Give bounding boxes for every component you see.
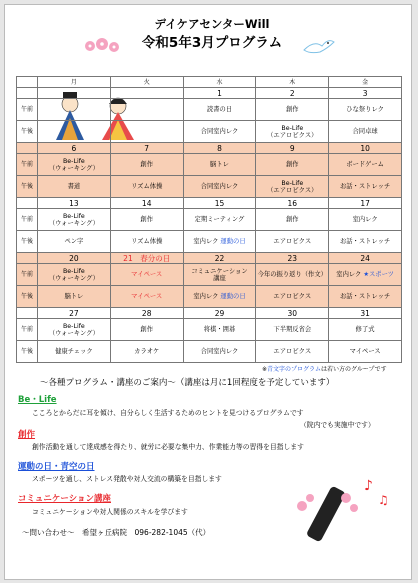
pm-program-mon	[38, 121, 111, 143]
program-extra-belife: （院内でも実施中です）	[300, 421, 375, 429]
program-name-belife: Be・Life	[18, 395, 57, 405]
am-program-fri: 修了式	[329, 319, 402, 341]
am-program-thu: 創作	[256, 154, 329, 176]
scroll-and-music-decoration	[284, 468, 400, 548]
pm-row	[17, 121, 402, 143]
pm-program-wed: 合同室内レク	[183, 121, 256, 143]
date-row	[17, 253, 402, 264]
am-program-mon	[38, 99, 111, 121]
date-cell-wed: 15	[183, 198, 256, 209]
program-desc-creative: 創作活動を通して達成感を得たり、就労に必要な集中力、作業能力等の習得を目指します	[32, 443, 304, 451]
am-program-tue: 創作	[110, 209, 183, 231]
program-desc-belife: こころとからだに耳を傾け、自分らしく生活するためのヒントを見つけるプログラムです	[32, 409, 304, 417]
youth-program-text: 運動の日	[218, 293, 246, 300]
am-program-fri: ボードゲーム	[329, 154, 402, 176]
am-row	[17, 209, 402, 231]
date-row	[17, 198, 402, 209]
am-label: 午前	[17, 209, 38, 231]
date-cell-wed: 29	[183, 308, 256, 319]
am-program-mon: Be-Life （ウォーキング）	[38, 209, 111, 231]
date-cell-tue: 14	[110, 198, 183, 209]
pm-program-fri: 合同卓球	[329, 121, 402, 143]
program-text: 室内レク	[336, 271, 362, 278]
am-program-thu: 下半期反省会	[256, 319, 329, 341]
pm-program-wed: 合同室内レク	[183, 176, 256, 198]
program-name-sports-day: 運動の日・青空の日	[18, 462, 95, 472]
am-program-wed: 定期ミーティング	[183, 209, 256, 231]
program-guide-heading: 〜各種プログラム・講座のご案内〜（講座は月に1回程度を予定しています）	[40, 378, 335, 388]
date-cell-tue: 28	[110, 308, 183, 319]
pm-program-tue: マイペース	[110, 286, 183, 308]
date-cell-fri: 24	[329, 253, 402, 264]
weekday-thu: 木	[256, 77, 329, 88]
svg-text:♪: ♪	[364, 478, 373, 494]
date-cell-tue: 7	[110, 143, 183, 154]
date-cell-thu: 9	[256, 143, 329, 154]
pm-label: 午後	[17, 231, 38, 253]
pm-label: 午後	[17, 341, 38, 363]
am-program-thu: 創作	[256, 209, 329, 231]
program-text: 室内レク	[193, 293, 219, 300]
pm-program-fri: お話・ストレッチ	[329, 231, 402, 253]
pm-program-tue: リズム体操	[110, 231, 183, 253]
am-program-wed: コミュニケーション 講座	[183, 264, 256, 286]
am-program-wed: 読書の日	[183, 99, 256, 121]
pm-program-mon: 脳トレ	[38, 286, 111, 308]
pm-program-tue: カラオケ	[110, 341, 183, 363]
am-program-tue: 創作	[110, 319, 183, 341]
am-label: 午前	[17, 99, 38, 121]
pm-program-tue: リズム体操	[110, 176, 183, 198]
am-program-tue: マイペース	[110, 264, 183, 286]
pm-label: 午後	[17, 176, 38, 198]
corner-cell	[17, 198, 38, 209]
program-desc-communication: コミュニケーションや対人関係のスキルを学びます	[32, 508, 188, 516]
am-program-mon: Be-Life （ウォーキング）	[38, 319, 111, 341]
date-row	[17, 143, 402, 154]
weekday-tue: 火	[110, 77, 183, 88]
pm-program-tue	[110, 121, 183, 143]
corner-cell	[17, 88, 38, 99]
date-cell-thu: 2	[256, 88, 329, 99]
white-bird-decoration	[300, 36, 336, 56]
pm-label: 午後	[17, 121, 38, 143]
pm-row	[17, 176, 402, 198]
corner-cell	[17, 143, 38, 154]
weekday-row	[17, 77, 402, 88]
pm-program-mon: ペン字	[38, 231, 111, 253]
date-cell-tue	[110, 88, 183, 99]
am-program-thu: 今年の振り返り（作文）	[256, 264, 329, 286]
pm-program-fri: お話・ストレッチ	[329, 286, 402, 308]
date-cell-fri: 3	[329, 88, 402, 99]
date-cell-thu: 16	[256, 198, 329, 209]
date-row	[17, 308, 402, 319]
am-program-wed: 脳トレ	[183, 154, 256, 176]
date-cell-thu: 23	[256, 253, 329, 264]
am-program-fri: 室内レク	[329, 209, 402, 231]
youth-program-text: ★スポーツ	[361, 271, 394, 278]
pm-label: 午後	[17, 286, 38, 308]
am-row	[17, 264, 402, 286]
date-row	[17, 88, 402, 99]
program-name-creative: 創作	[18, 430, 36, 440]
date-cell-mon: 13	[38, 198, 111, 209]
contact-info: 〜問い合わせ〜 希望ヶ丘病院 096-282-1045（代）	[22, 528, 211, 537]
am-program-mon: Be-Life （ウォーキング）	[38, 264, 111, 286]
pm-program-wed	[183, 231, 256, 253]
am-program-thu: 創作	[256, 99, 329, 121]
am-program-tue	[110, 99, 183, 121]
pm-row	[17, 286, 402, 308]
date-cell-tue: 21 春分の日	[110, 253, 183, 264]
weekday-mon: 月	[38, 77, 111, 88]
am-program-fri: ひな祭りレク	[329, 99, 402, 121]
date-cell-mon: 20	[38, 253, 111, 264]
am-row	[17, 154, 402, 176]
cherry-blossom-decoration	[80, 34, 130, 58]
am-label: 午前	[17, 154, 38, 176]
am-program-fri	[329, 264, 402, 286]
page-title: 令和5年3月プログラム	[141, 35, 283, 51]
program-name-communication: コミュニケーション講座	[18, 494, 111, 504]
am-label: 午前	[17, 319, 38, 341]
program-calendar	[16, 76, 402, 363]
date-cell-mon: 6	[38, 143, 111, 154]
pm-program-thu: エアロビクス	[256, 231, 329, 253]
pm-program-fri: お話・ストレッチ	[329, 176, 402, 198]
date-cell-wed: 8	[183, 143, 256, 154]
am-program-mon: Be-Life （ウォーキング）	[38, 154, 111, 176]
date-cell-fri: 17	[329, 198, 402, 209]
corner-cell	[17, 253, 38, 264]
pm-program-thu: エアロビクス	[256, 341, 329, 363]
pm-row	[17, 231, 402, 253]
am-row	[17, 99, 402, 121]
center-name: デイケアセンターWill	[154, 17, 270, 31]
pm-program-mon: 書道	[38, 176, 111, 198]
am-row	[17, 319, 402, 341]
corner-cell	[17, 77, 38, 88]
youth-group-note: ※青文字のプログラムは若い方のグループです	[262, 366, 387, 373]
date-cell-fri: 31	[329, 308, 402, 319]
am-program-wed: 将棋・囲碁	[183, 319, 256, 341]
youth-program-text: 運動の日	[218, 238, 246, 245]
am-program-tue: 創作	[110, 154, 183, 176]
pm-program-mon: 健康チェック	[38, 341, 111, 363]
am-label: 午前	[17, 264, 38, 286]
date-cell-mon	[38, 88, 111, 99]
pm-program-wed	[183, 286, 256, 308]
date-cell-fri: 10	[329, 143, 402, 154]
pm-program-wed: 合同室内レク	[183, 341, 256, 363]
pm-program-thu: エアロビクス	[256, 286, 329, 308]
date-cell-mon: 27	[38, 308, 111, 319]
date-cell-wed: 1	[183, 88, 256, 99]
weekday-wed: 水	[183, 77, 256, 88]
svg-text:♫: ♫	[378, 493, 389, 507]
weekday-fri: 金	[329, 77, 402, 88]
program-text: 室内レク	[193, 238, 219, 245]
date-cell-thu: 30	[256, 308, 329, 319]
program-desc-sports-day: スポーツを通し、ストレス発散や対人交流の構築を目指します	[32, 475, 222, 483]
pm-row	[17, 341, 402, 363]
pm-program-thu: Be-Life （エアロビクス）	[256, 121, 329, 143]
pm-program-fri: マイペース	[329, 341, 402, 363]
date-cell-wed: 22	[183, 253, 256, 264]
corner-cell	[17, 308, 38, 319]
pm-program-thu: Be-Life （エアロビクス）	[256, 176, 329, 198]
